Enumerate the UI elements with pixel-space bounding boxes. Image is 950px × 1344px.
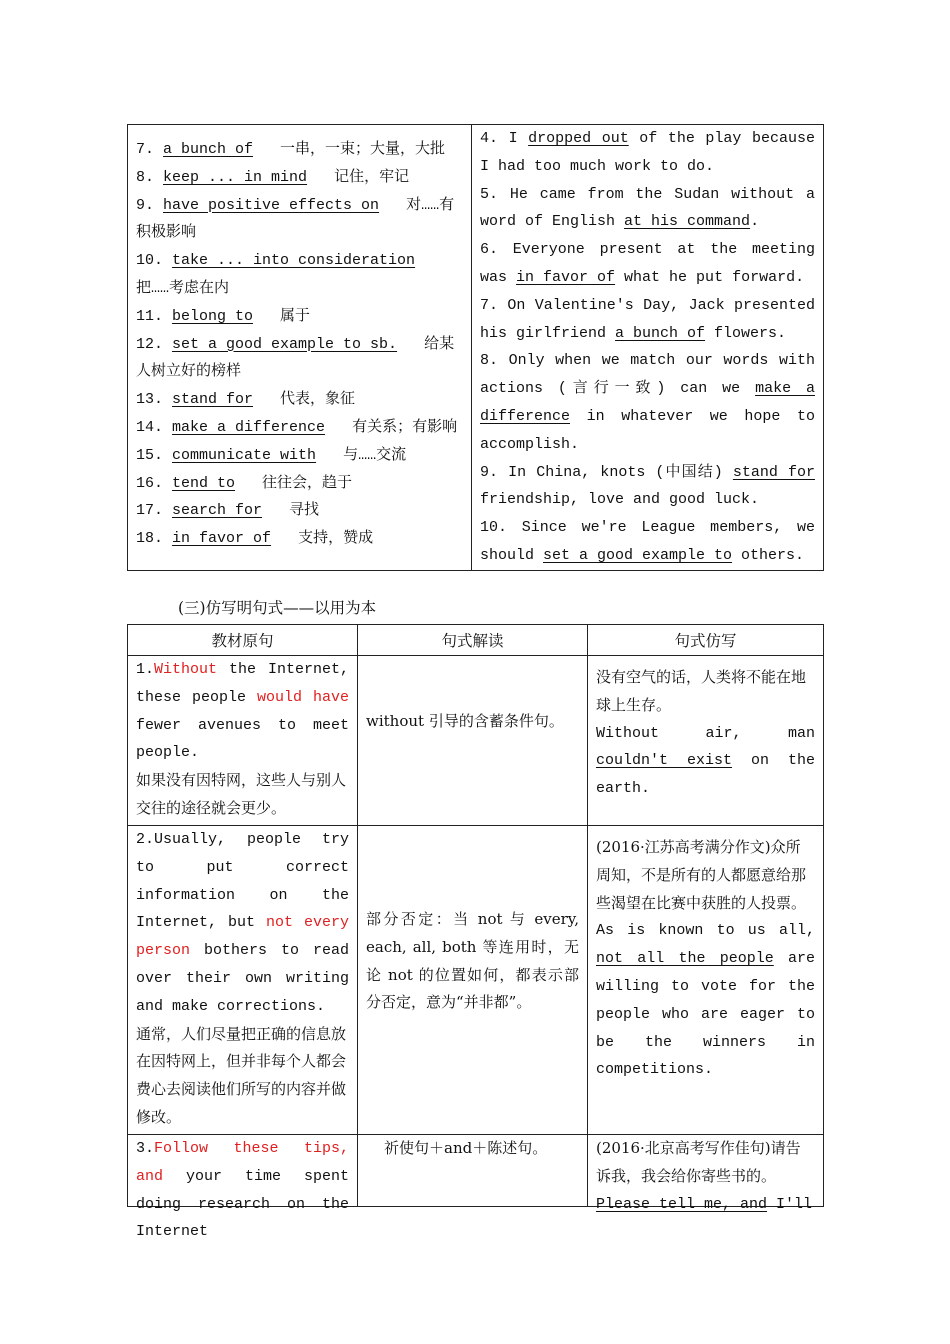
imitation-answer: Please tell me, and [596, 1195, 768, 1213]
original-english [136, 1135, 349, 1246]
phrase-number: 8. [136, 168, 164, 186]
sentence-number: 10. [480, 519, 522, 537]
sentence-before: Everyone present at the meeting was [480, 241, 815, 286]
phrase-item [136, 303, 463, 331]
phrase-answer: take ... into consideration [172, 252, 416, 270]
table-row [128, 1135, 824, 1207]
imitation-after: I'll [767, 1195, 813, 1213]
sentence-number: 8. [480, 352, 509, 370]
imitation-answer: couldn't exist [596, 752, 733, 770]
phrase-answer: tend to [172, 474, 236, 492]
phrase-container [136, 136, 463, 553]
sentence-answer: a bunch of [615, 324, 706, 342]
phrase-item [136, 470, 463, 498]
sentence-number: 9. [480, 463, 509, 481]
phrase-number: 17. [136, 502, 173, 520]
phrase-answer: keep ... in mind [163, 168, 308, 186]
fill-sentence [480, 236, 815, 292]
phrase-answer: a bunch of [163, 141, 254, 158]
row-number: 2. [136, 831, 155, 848]
sentence-before: He came from the Sudan without a word of English [480, 185, 815, 231]
phrase-item [136, 414, 463, 442]
header-original: 教材原句 [128, 625, 358, 656]
sentence-after: what he put forward. [615, 268, 805, 286]
explanation-cell [358, 656, 588, 826]
key-structure: Without [154, 661, 218, 678]
sentence-answer: make a difference [480, 380, 815, 425]
sentence-answer: in favor of [516, 268, 616, 286]
original-chinese: 通常，人们尽量把正确的信息放在因特网上，但并非每个人都会费心去阅读他们所写的内容并做修改。 [136, 1024, 347, 1126]
key-structure: would have [257, 688, 349, 706]
sentence-after: in whatever we hope to accomplish. [480, 407, 815, 453]
sentence-text: fewer avenues to meet people. [136, 716, 349, 762]
imitation-chinese: 没有空气的话，人类将不能在地球上生存。 [596, 668, 807, 714]
explanation-text: 祈使句＋and＋陈述句。 [384, 1139, 548, 1157]
phrase-meaning: 寻找 [289, 502, 320, 520]
phrase-answer: belong to [172, 307, 254, 325]
explanation-text: 部分否定：当 not 与 every, each, all, both 等连用时，无论 not 的位置如何，都表示部分否定，意为“并非都”。 [366, 910, 579, 1012]
phrase-item [136, 386, 463, 414]
phrase-meaning: 给某人树立好的榜样 [136, 335, 455, 381]
phrase-list [128, 125, 472, 571]
sentence-answer: dropped out [528, 130, 629, 147]
table-body [128, 656, 824, 1241]
clip-wrapper [136, 1135, 349, 1241]
sentence-text: your time spent doing research on the Internet [136, 1167, 349, 1241]
sentence-text: Usually, people try to put correct information on the Internet, but [136, 831, 349, 932]
explanation-text: without 引导的含蓄条件句。 [366, 712, 564, 730]
phrase-answer: communicate with [172, 446, 317, 464]
sentence-before: In China, knots (中国结) [508, 463, 733, 481]
phrase-item [136, 497, 463, 525]
sentence-number: 4. [480, 130, 509, 147]
phrase-answer: have positive effects on [163, 196, 380, 214]
fill-sentence [480, 514, 815, 570]
clip-wrapper [366, 1135, 579, 1205]
fill-sentence [480, 459, 815, 515]
imitation-chinese: (2016·江苏高考满分作文)众所周知，不是所有的人都愿意给那些渴望在比赛中获胜的人投票。 [596, 838, 807, 912]
imitation-cell [588, 656, 824, 826]
phrase-meaning: 往往会，趋于 [262, 474, 353, 492]
sentence-before: I [508, 130, 529, 147]
phrase-answer: stand for [172, 391, 254, 409]
row-number: 1. [136, 661, 155, 678]
sentence-after: flowers. [705, 324, 787, 342]
phrase-meaning: 代表，象征 [280, 391, 356, 409]
phrase-item [136, 331, 463, 387]
phrase-item [136, 525, 463, 553]
sentence-before: Only when we match our words with actions (言行一致) can we [480, 352, 815, 398]
sentence-before: On Valentine's Day, Jack presented his girlfriend [480, 296, 815, 342]
sentence-pattern-table [127, 624, 824, 1241]
phrase-answer: set a good example to sb. [172, 335, 398, 353]
phrase-meaning: 对……有积极影响 [136, 196, 455, 242]
original-sentence-cell [128, 826, 358, 1135]
explanation-cell [358, 826, 588, 1135]
phrase-item [136, 164, 463, 192]
phrase-item [136, 442, 463, 470]
sentence-number: 5. [480, 185, 510, 203]
sentence-answer: at his command [624, 213, 751, 231]
sentence-number: 7. [480, 296, 508, 314]
row-number: 3. [136, 1140, 155, 1157]
imitation-before: As is known to us all, [596, 922, 815, 940]
phrase-number: 9. [136, 196, 164, 214]
fill-container [480, 125, 815, 570]
table-header-row [128, 625, 824, 656]
imitation-answer: not all the people [596, 950, 774, 968]
sentence-after: . [750, 213, 760, 231]
phrase-meaning: 一串，一束；大量，大批 [280, 141, 446, 158]
phrase-answer: make a difference [172, 418, 326, 436]
phrase-number: 15. [136, 446, 173, 464]
fill-sentence [480, 181, 815, 237]
sentence-before: Since we're League members, we should [480, 519, 815, 564]
phrase-number: 10. [136, 252, 173, 270]
phrase-item [136, 136, 463, 164]
sentence-answer: set a good example to [543, 546, 733, 564]
key-structure: Follow these tips, and [136, 1140, 349, 1185]
phrase-meaning: 与……交流 [343, 446, 407, 464]
sentence-after: of the play because I had too much work to do. [480, 130, 815, 175]
phrase-number: 14. [136, 418, 173, 436]
phrase-number: 11. [136, 307, 173, 325]
phrase-meaning: 有关系；有影响 [352, 418, 458, 436]
sentence-after: others. [732, 546, 805, 564]
phrase-meaning: 把……考虑在内 [136, 279, 230, 297]
phrase-number: 16. [136, 474, 173, 492]
vocab-table [127, 124, 824, 571]
imitation-english [596, 917, 815, 1084]
phrase-meaning: 记住，牢记 [334, 168, 410, 186]
table-row [128, 656, 824, 826]
header-explain: 句式解读 [358, 625, 588, 656]
sentence-answer: stand for [732, 463, 815, 481]
phrase-number: 7. [136, 141, 164, 158]
imitation-chinese: (2016·北京高考写作佳句)请告诉我，我会给你寄些书的。 [596, 1139, 801, 1185]
fill-sentence [480, 347, 815, 458]
key-structure: not every person [136, 914, 349, 960]
phrase-number: 18. [136, 530, 173, 548]
table-row [128, 826, 824, 1135]
imitation-before: Without air, man [596, 724, 815, 742]
imitation-english [596, 720, 815, 803]
imitation-cell [588, 1135, 824, 1213]
fill-in-list [472, 125, 824, 571]
sentence-text: bothers to read over their own writing and make corrections. [136, 942, 349, 1015]
phrase-number: 13. [136, 391, 173, 409]
clip-wrapper [596, 1135, 815, 1213]
sentence-number: 6. [480, 241, 513, 259]
imitation-cell [588, 826, 824, 1135]
explanation-cell [358, 1135, 588, 1207]
phrase-answer: in favor of [172, 530, 272, 548]
original-chinese: 如果没有因特网，这些人与别人交往的途径就会更少。 [136, 771, 347, 817]
section-title: (三)仿写明句式——以用为本 [178, 599, 377, 617]
original-sentence-cell [128, 656, 358, 826]
imitation-after: are willing to vote for the people who are eager to be the winners in competitions. [596, 950, 815, 1079]
fill-sentence [480, 292, 815, 348]
imitation-after: on the earth. [596, 752, 815, 798]
header-imitate: 句式仿写 [588, 625, 824, 656]
original-english [136, 656, 349, 767]
sentence-after: friendship, love and good luck. [480, 491, 760, 509]
sentence-text: the Internet, these people [136, 661, 349, 706]
imitation-english [596, 1191, 815, 1219]
phrase-item [136, 247, 463, 303]
phrase-meaning: 支持，赞成 [298, 530, 374, 548]
phrase-meaning: 属于 [280, 307, 311, 325]
phrase-item [136, 192, 463, 248]
phrase-number: 12. [136, 335, 173, 353]
phrase-answer: search for [172, 502, 263, 520]
fill-sentence [480, 125, 815, 181]
original-sentence-cell [128, 1135, 358, 1241]
original-english [136, 826, 349, 1021]
